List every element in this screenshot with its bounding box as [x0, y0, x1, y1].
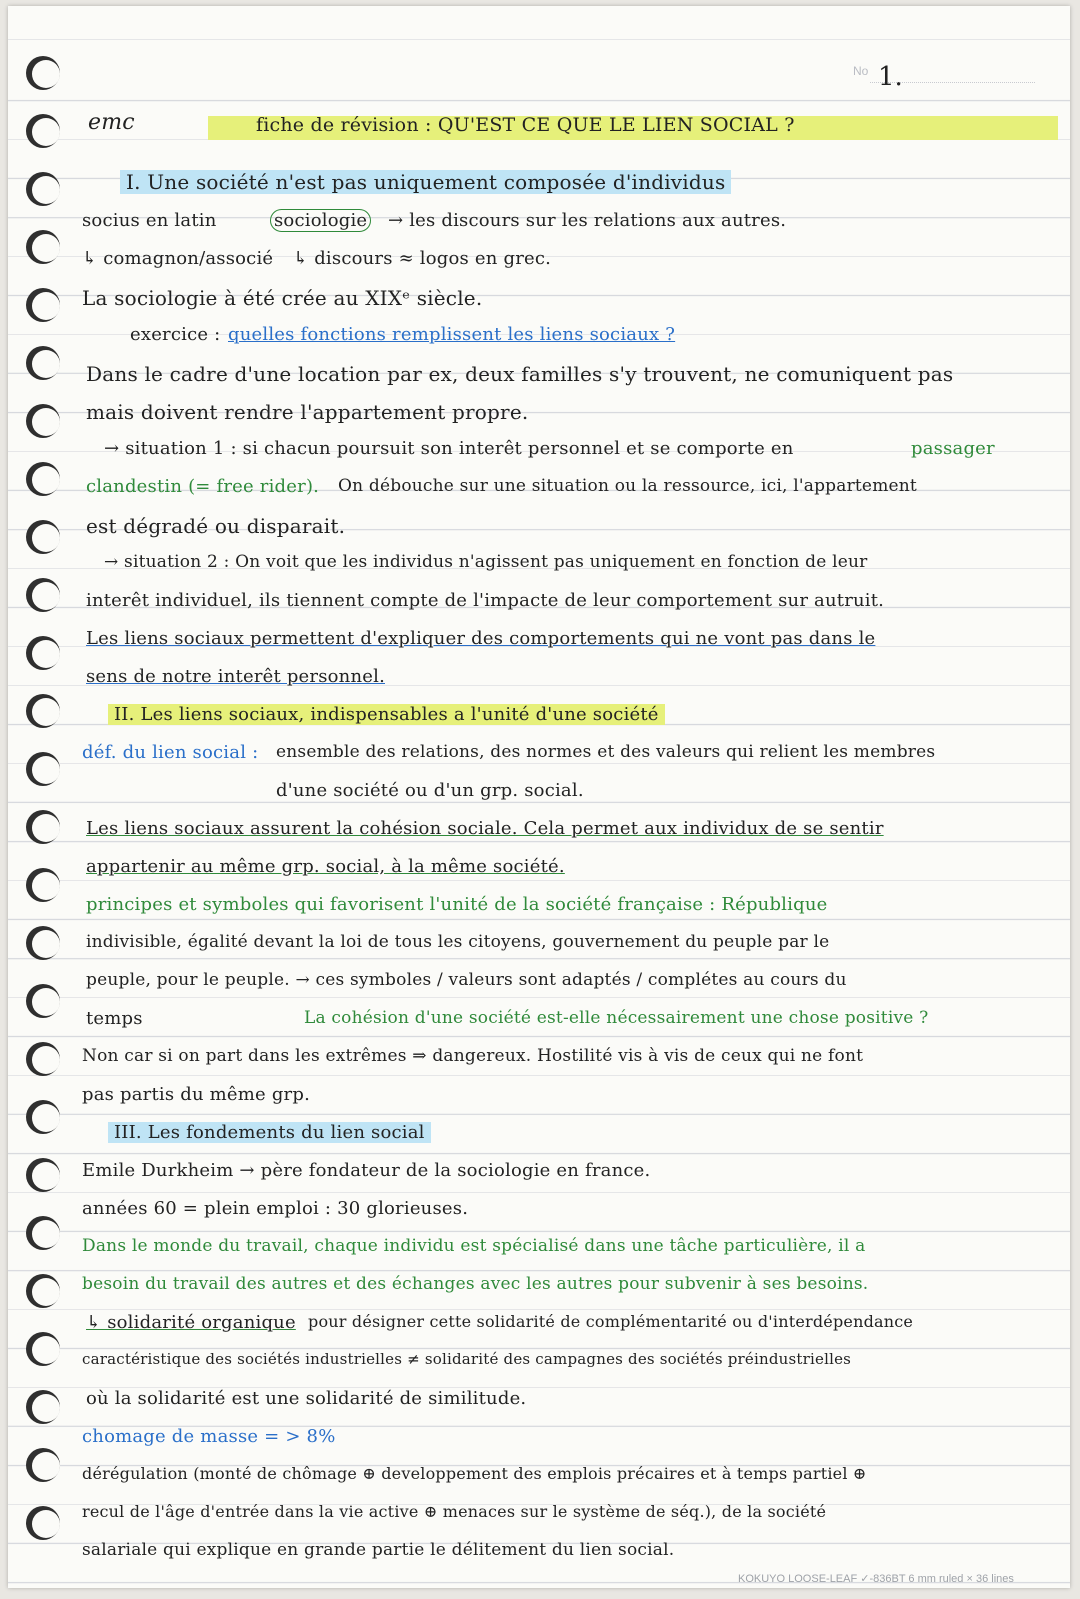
- note-line: recul de l'âge d'entrée dans la vie active ⊕ menaces sur le système de séq.), de la société: [82, 1502, 827, 1521]
- page-number: 1.: [878, 62, 903, 92]
- question-line: La cohésion d'une société est-elle nécessairement une chose positive ?: [304, 1008, 929, 1028]
- binder-hole: [26, 1158, 60, 1192]
- note-line: ↳ comagnon/associé: [82, 248, 274, 269]
- note-line: besoin du travail des autres et des échanges avec les autres pour subvenir à ses besoins.: [82, 1274, 869, 1294]
- section-1-heading: I. Une société n'est pas uniquement composée d'individus: [120, 170, 731, 194]
- definition-label: déf. du lien social :: [82, 742, 259, 763]
- green-term: passager: [911, 438, 995, 459]
- note-line: On débouche sur une situation ou la ressource, ici, l'appartement: [338, 476, 917, 496]
- page-title: fiche de révision : QU'EST CE QUE LE LIEN SOCIAL ?: [256, 114, 795, 136]
- note-line: mais doivent rendre l'appartement propre.: [86, 400, 529, 424]
- note-line: sens de notre interêt personnel.: [86, 666, 385, 687]
- note-line: chomage de masse = > 8%: [82, 1426, 336, 1447]
- paper-brand-footer: KOKUYO LOOSE-LEAF ✓-836BT 6 mm ruled × 36 lines: [738, 1573, 1014, 1585]
- note-line: Les liens sociaux permettent d'expliquer des comportements qui ne vont pas dans le: [86, 628, 876, 649]
- note-line: Emile Durkheim → père fondateur de la sociologie en france.: [82, 1160, 651, 1181]
- binder-hole: [26, 346, 60, 380]
- note-line: Les liens sociaux assurent la cohésion sociale. Cela permet aux individux de se sentir: [86, 818, 884, 839]
- no-label: No: [853, 64, 869, 78]
- note-line: années 60 = plein emploi : 30 glorieuses.: [82, 1198, 469, 1219]
- binder-hole: [26, 288, 60, 322]
- binder-hole: [26, 868, 60, 902]
- definition-text: d'une société ou d'un grp. social.: [276, 780, 584, 801]
- binder-hole: [26, 1042, 60, 1076]
- binder-hole: [26, 114, 60, 148]
- binder-hole: [26, 1332, 60, 1366]
- note-line: principes et symboles qui favorisent l'unité de la société française : République: [86, 894, 828, 915]
- binder-holes: [26, 46, 66, 1586]
- note-line: → les discours sur les relations aux autres.: [388, 210, 787, 231]
- situation-2: → situation 2 : On voit que les individus n'agissent pas uniquement en fonction de leur: [104, 552, 868, 572]
- note-line: La sociologie à été crée au XIXᵉ siècle.: [82, 286, 483, 310]
- binder-hole: [26, 810, 60, 844]
- definition-text: ensemble des relations, des normes et des valeurs qui relient les membres: [276, 742, 936, 762]
- note-line: salariale qui explique en grande partie le délitement du lien social.: [82, 1540, 675, 1560]
- note-line: dérégulation (monté de chômage ⊕ developpement des emplois précaires et à temps partiel ⊕: [82, 1464, 867, 1483]
- note-line: appartenir au même grp. social, à la même société.: [86, 856, 565, 877]
- exercise-question: quelles fonctions remplissent les liens sociaux ?: [228, 324, 676, 345]
- binder-hole: [26, 926, 60, 960]
- binder-hole: [26, 636, 60, 670]
- binder-hole: [26, 752, 60, 786]
- notebook-page: [8, 6, 1070, 1588]
- situation-1: → situation 1 : si chacun poursuit son interêt personnel et se comporte en: [104, 438, 794, 459]
- note-line: socius en latin: [82, 210, 217, 231]
- note-line: ↳ discours ≈ logos en grec.: [293, 248, 552, 269]
- binder-hole: [26, 1390, 60, 1424]
- note-line: Non car si on part dans les extrêmes ⇒ dangereux. Hostilité vis à vis de ceux qui ne font: [82, 1046, 864, 1066]
- note-line: caractéristique des sociétés industrielles ≠ solidarité des campagnes des sociétés préindustrielles: [82, 1350, 852, 1368]
- note-line: Dans le cadre d'une location par ex, deux familles s'y trouvent, ne comuniquent pas: [86, 362, 954, 386]
- section-3-heading: III. Les fondements du lien social: [108, 1122, 431, 1143]
- binder-hole: [26, 1274, 60, 1308]
- binder-hole: [26, 1100, 60, 1134]
- note-line: interêt individuel, ils tiennent compte de l'impacte de leur comportement sur autruit.: [86, 590, 885, 611]
- note-line: peuple, pour le peuple. → ces symboles / valeurs sont adaptés / complétes au cours du: [86, 970, 847, 990]
- binder-hole: [26, 1448, 60, 1482]
- binder-hole: [26, 56, 60, 90]
- note-line: pas partis du même grp.: [82, 1084, 310, 1105]
- binder-hole: [26, 404, 60, 438]
- note-line: Dans le monde du travail, chaque individu est spécialisé dans une tâche particulière, il a: [82, 1236, 866, 1256]
- scribble: emc: [88, 110, 135, 135]
- note-line: où la solidarité est une solidarité de similitude.: [86, 1388, 527, 1409]
- section-2-heading: II. Les liens sociaux, indispensables a l'unité d'une société: [108, 704, 665, 725]
- green-term: clandestin (= free rider).: [86, 476, 320, 497]
- note-line: ↳ solidarité organique: [86, 1312, 296, 1333]
- binder-hole: [26, 520, 60, 554]
- sociologie-word: sociologie: [270, 210, 371, 231]
- binder-hole: [26, 1506, 60, 1540]
- binder-hole: [26, 1216, 60, 1250]
- note-line: indivisible, égalité devant la loi de tous les citoyens, gouvernement du peuple par le: [86, 932, 830, 952]
- note-line: pour désigner cette solidarité de complémentarité ou d'interdépendance: [308, 1312, 914, 1331]
- binder-hole: [26, 984, 60, 1018]
- binder-hole: [26, 462, 60, 496]
- note-line: est dégradé ou disparait.: [86, 514, 346, 538]
- exercise-label: exercice :: [130, 324, 221, 345]
- binder-hole: [26, 230, 60, 264]
- binder-hole: [26, 694, 60, 728]
- binder-hole: [26, 578, 60, 612]
- binder-hole: [26, 172, 60, 206]
- note-line: temps: [86, 1008, 143, 1029]
